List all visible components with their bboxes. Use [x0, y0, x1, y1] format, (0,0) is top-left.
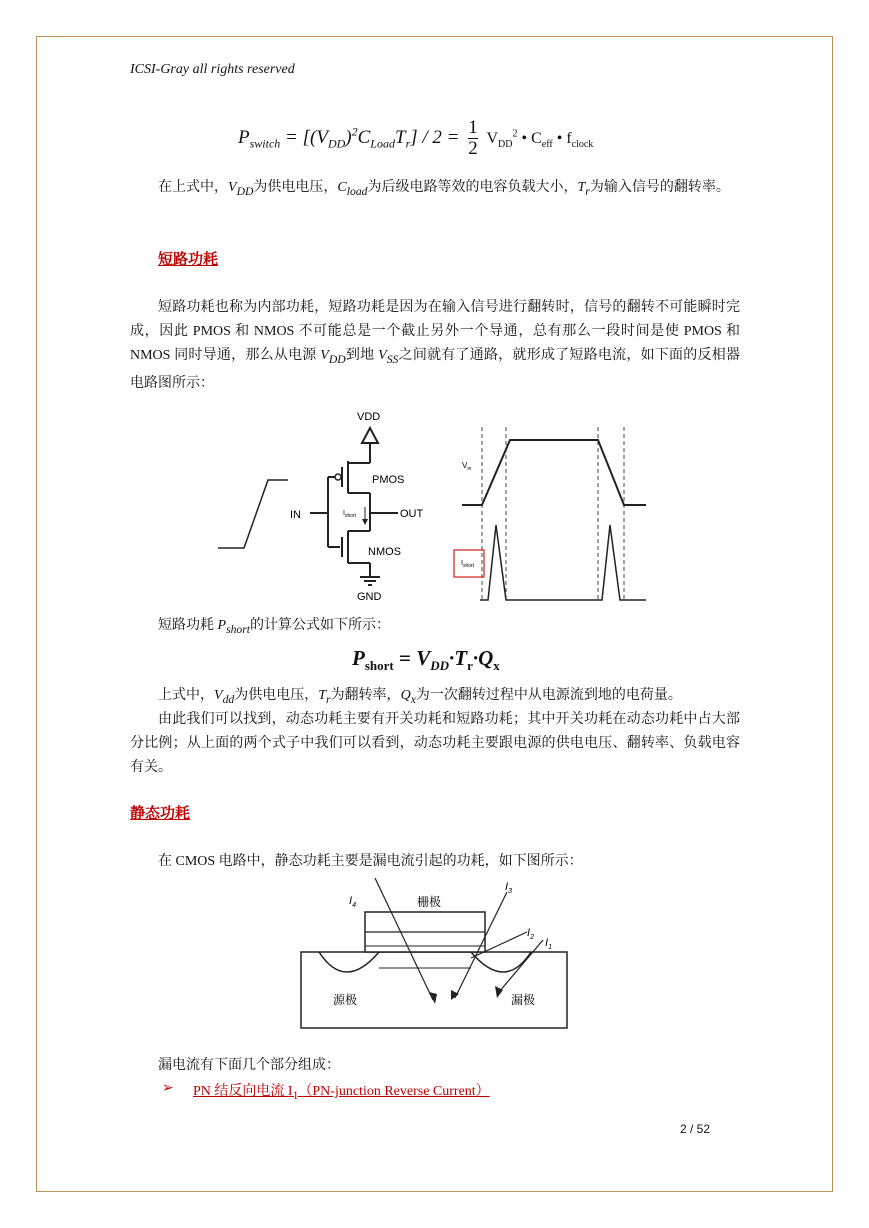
inverter-circuit-figure: [210, 405, 670, 605]
gnd-label: GND: [357, 591, 382, 603]
nmos-label: NMOS: [368, 546, 401, 558]
short-power-formula: $P_{short} = V_{DD}\cdot T_r\cdot Q_x$: [352, 646, 500, 674]
svg-text:I1: $I_1$: [545, 937, 552, 951]
paragraph-switch-vars: 在上式中，$V_{DD}$为供电电压，$C_{load}$为后级电路等效的电容负载大小，$T_r$为输入信号的翻转率。: [158, 180, 730, 198]
source-region: [319, 952, 379, 972]
gate-label: 栅极: [417, 895, 442, 909]
svg-text:Vin: $V_{in}$: [462, 461, 472, 472]
vin-waveform: [462, 440, 646, 505]
in-label: IN: [290, 509, 301, 521]
pmos-label: PMOS: [372, 474, 405, 486]
paragraph-short-circuit: 短路功耗也称为内部功耗，短路功耗是因为在输入信号进行翻转时，信号的翻转不可能瞬时完成，因此 PMOS 和 NMOS 不可能总是一个截止另外一个导通，总有那么一段时间是使 PMOS 和 NMOS 同时导通，那么从电源 $V_{DD}$到地 $V_{SS}$之间就有了通路，就形成了短路电流，如下面的反相器电路图所示：: [130, 300, 741, 391]
heading-static-power: 静态功耗: [130, 806, 191, 822]
bullet-arrow-icon: ➢: [162, 1081, 174, 1096]
paragraph-dynamic-summary: 由此我们可以找到，动态功耗主要有开关功耗和短路功耗；其中开关功耗在动态功耗中占大部分比例；从上面的两个式子中我们可以看到，动态功耗主要跟电源的供电电压、翻转率、负载电容有关。: [130, 712, 740, 775]
paragraph-static-intro: 在 CMOS 电路中，静态功耗主要是漏电流引起的功耗，如下图所示：: [158, 854, 583, 869]
ishort-waveform: [480, 525, 646, 600]
switch-power-formula: $P_{switch} = [(V_{DD})^2C_{Load}T_r] / 2$ = $\frac{1}{2}$ $V_{DD}^2$ • $C_{eff}$ • $f_{clock}$: [238, 117, 594, 159]
svg-text:I2: $I_2$: [527, 927, 534, 941]
page-number: 2 / 52: [680, 1122, 711, 1136]
drain-region: [471, 952, 531, 972]
substrate: [301, 952, 567, 1028]
heading-short-circuit-power: 短路功耗: [158, 252, 219, 268]
input-ramp: [218, 480, 288, 548]
paragraph-pshort-intro: 短路功耗 $P_{short}$的计算公式如下所示：: [158, 618, 391, 636]
svg-text:I4: $I_4$: [349, 895, 356, 909]
source-label: 源极: [333, 993, 358, 1007]
vdd-symbol: [362, 428, 378, 443]
svg-text:Ishort: $I_{short}$: [343, 510, 357, 519]
leakage-current-figure: [295, 874, 575, 1034]
svg-text:Ishort: $I_{short}$: [461, 560, 475, 569]
page-header: ICSI-Gray all rights reserved: [130, 62, 295, 77]
out-label: OUT: [400, 508, 424, 520]
fraction-half: $\frac{1}{2}$: [468, 117, 478, 159]
drain-label: 漏极: [511, 993, 536, 1007]
paragraph-pshort-vars: 上式中，$V_{dd}$为供电电压，$T_r$为翻转率，$Q_x$为一次翻转过程中从电源流到地的电荷量。: [158, 688, 682, 706]
svg-text:I3: $I_3$: [505, 881, 512, 895]
i1-arrow: [499, 940, 543, 992]
vdd-label: VDD: [357, 411, 381, 423]
bullet-pn-junction: PN 结反向电流 $I_1(PN$-junction Reverse Current）: [193, 1084, 490, 1102]
paragraph-leakage-parts: 漏电流有下面几个部分组成：: [158, 1058, 340, 1073]
